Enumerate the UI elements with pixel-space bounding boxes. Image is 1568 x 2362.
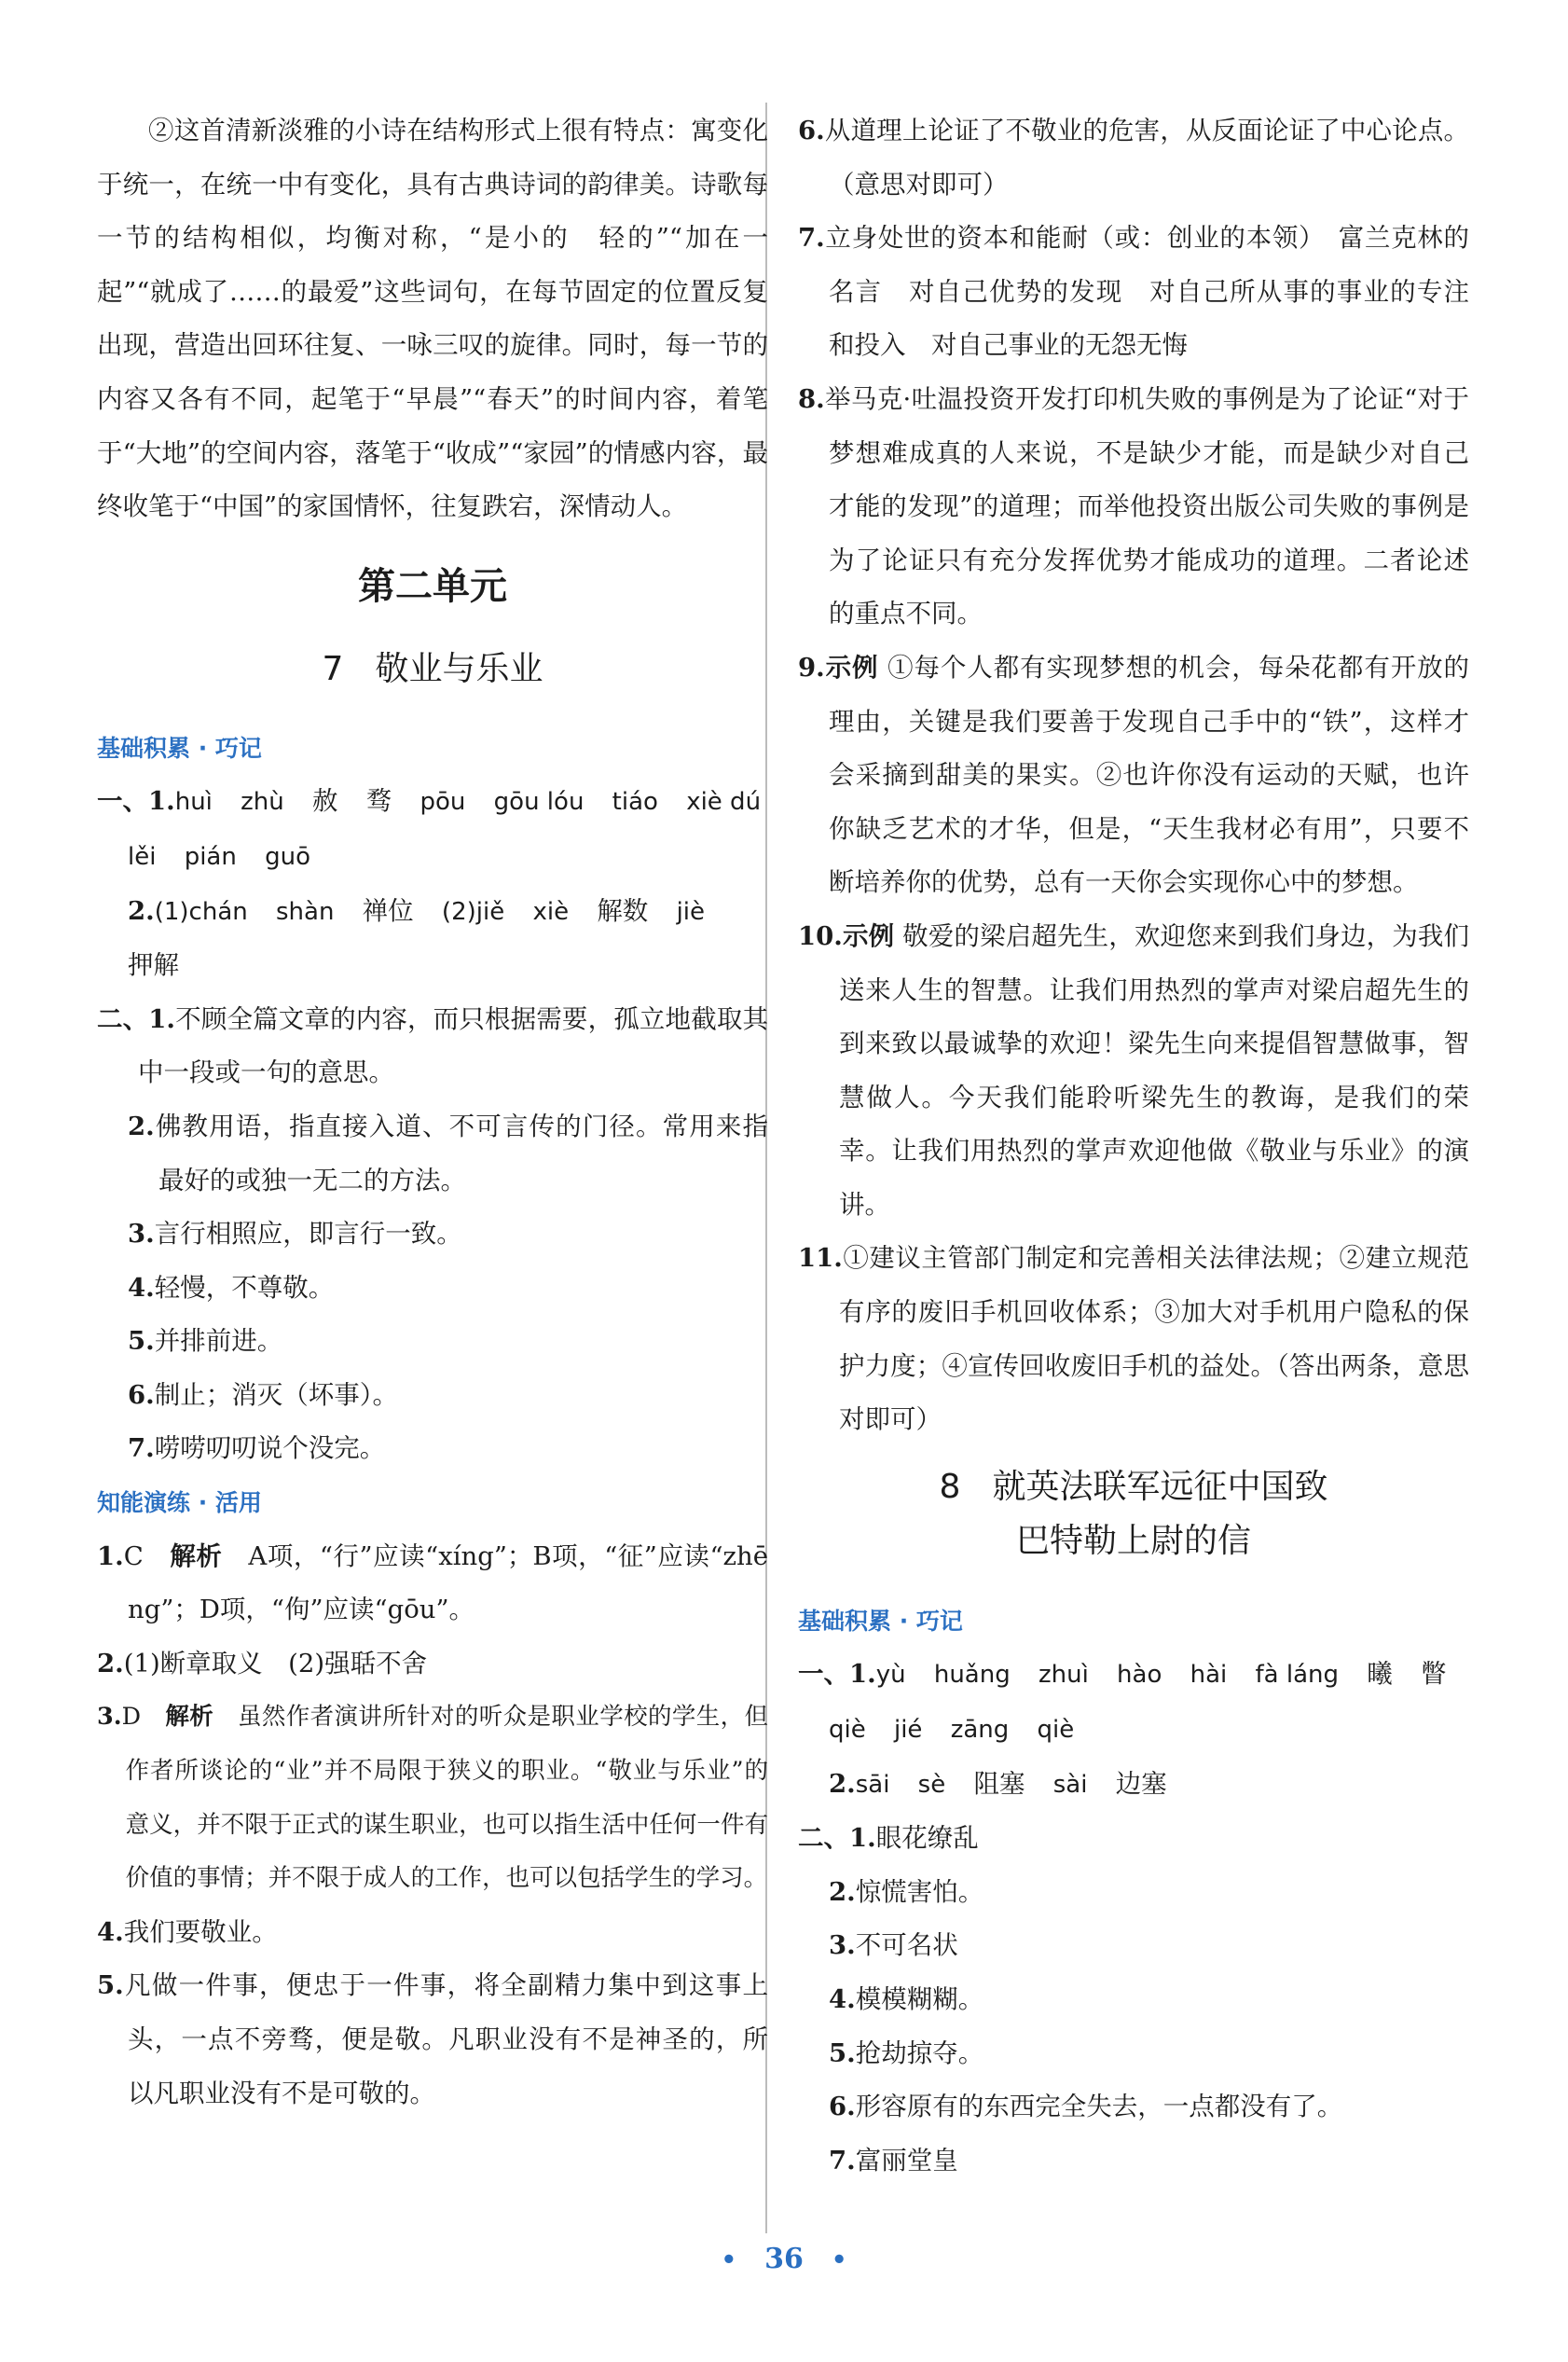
practice-answer-11 <box>798 1232 1469 1446</box>
item: qiè <box>829 1716 866 1745</box>
page-number: 36 <box>764 2243 804 2275</box>
answer-label: 7. <box>829 2145 856 2176</box>
lesson-name: 敬业与乐业 <box>375 649 543 688</box>
answer-text: 从道理上论证了不敬业的危害，从反面论证了中心论点。（意思对即可） <box>824 116 1469 200</box>
practice-answer-4 <box>97 1906 768 1960</box>
item: xiè <box>532 897 570 926</box>
answer-text: 并排前进。 <box>154 1326 283 1357</box>
answer-text: 言行相照应，即言行一致。 <box>154 1219 462 1250</box>
answer-label: 2. <box>829 1768 856 1799</box>
item: huì <box>174 788 213 817</box>
example-tag: 示例 <box>824 652 879 683</box>
answer-text: 唠唠叨叨说个没完。 <box>154 1433 386 1464</box>
section-heading-basic: 基础积累 · 巧记 <box>798 1607 963 1635</box>
answer-label: 10. <box>798 920 843 951</box>
answer-text: ①每个人都有实现梦想的机会，每朵花都有开放的理由，关键是我们要善于发现自己手中的“铁”，这样才会采摘到甜美的果实。②也许你没有运动的天赋，也许你缺乏艺术的才华，但是，“天生我材必有用”，只要不断培养你的优势，总有一天你会实现你心中的梦想。 <box>829 652 1470 898</box>
footer-dot-icon: • <box>721 2246 737 2274</box>
left-column <box>97 104 768 2120</box>
answer-text: ①建议主管部门制定和完善相关法律法规；②建立规范有序的废旧手机回收体系；③加大对手机用户隐私的保护力度；④宣传回收废旧手机的益处。（答出两条，意思对即可） <box>839 1243 1469 1435</box>
item: guō <box>265 842 310 871</box>
item: sài <box>1052 1770 1088 1799</box>
answer-1-2 <box>97 885 768 940</box>
answer-1-1-cont <box>798 1703 1469 1758</box>
item: hào <box>1117 1661 1162 1690</box>
item: pōu <box>420 788 466 817</box>
item: 解数 <box>597 895 649 926</box>
answer-label: 二、1. <box>798 1823 876 1854</box>
analysis-tag: 解析 <box>165 1703 214 1732</box>
lesson-name-line1: 就英法联军远征中国致 <box>992 1467 1328 1506</box>
answer-text: 抢劫掠夺。 <box>855 2037 984 2068</box>
answer-text: 佛教用语，指直接入道、不可言传的门径。常用来指最好的或独一无二的方法。 <box>154 1111 768 1195</box>
answer-text: 制止；消灭（坏事）。 <box>154 1379 398 1410</box>
item: (2)jiě <box>441 897 505 926</box>
practice-answer-8 <box>798 373 1469 642</box>
lesson-8-title-line1 <box>798 1460 1469 1514</box>
answer-label: 5. <box>128 1326 155 1357</box>
item: zhù <box>241 788 284 817</box>
practice-answer-6 <box>798 104 1469 212</box>
answer-2-3 <box>798 1919 1469 1973</box>
answer-label: 2. <box>128 895 155 926</box>
answer-2-4 <box>97 1262 768 1316</box>
answer-label: 3. <box>97 1703 122 1732</box>
answer-text: 惊慌害怕。 <box>855 1876 984 1907</box>
page-footer <box>0 2243 1568 2275</box>
lesson-8-title <box>798 1460 1469 1568</box>
practice-answer-9 <box>798 642 1469 910</box>
unit-title: 第二单元 <box>358 564 507 608</box>
answer-2-1 <box>97 993 768 1100</box>
section-heading-basic: 基础积累 · 巧记 <box>97 734 262 762</box>
answer-2-6 <box>97 1369 768 1423</box>
item: yù <box>875 1661 906 1690</box>
answer-text: 举马克·吐温投资开发打印机失败的事例是为了论证“对于梦想难成真的人来说，不是缺少才能，而是缺少对自己才能的发现”的道理；而举他投资出版公司失败的事例是为了论证只有充分发挥优势才能成功的道理。二者论述的重点不同。 <box>824 383 1469 629</box>
item: shàn <box>275 897 335 926</box>
item: sāi <box>855 1770 890 1799</box>
answer-label: 一、1. <box>97 786 175 817</box>
answer-label: 3. <box>829 1930 856 1961</box>
answer-label: 2. <box>128 1111 155 1141</box>
practice-answer-3 <box>97 1691 768 1905</box>
item: qiè <box>1037 1716 1075 1745</box>
answer-text: 不可名状 <box>855 1930 958 1961</box>
answer-label: 9. <box>798 652 825 683</box>
item: 阻塞 <box>973 1768 1025 1799</box>
answer-label: 6. <box>829 2092 856 2122</box>
answer-text: 立身处世的资本和能耐（或：创业的本领） 富兰克林的名言 对自己优势的发现 对自己所从事的事业的专注和投入 对自己事业的无怨无悔 <box>824 223 1469 361</box>
section-heading-apply: 知能演练 · 活用 <box>97 1489 262 1517</box>
answer-1-1 <box>97 775 768 830</box>
answer-text: 眼花缭乱 <box>875 1823 979 1854</box>
answer-label: 5. <box>97 1970 124 2001</box>
analysis-tag: 解析 <box>170 1540 223 1571</box>
answer-text: 模模糊糊。 <box>855 1984 984 2014</box>
item: 押解 <box>128 950 179 981</box>
answer-choice: D <box>121 1703 142 1732</box>
answer-label: 7. <box>128 1433 155 1464</box>
answer-2-2 <box>798 1866 1469 1920</box>
item: 边塞 <box>1115 1768 1167 1799</box>
item: zhuì <box>1038 1661 1089 1690</box>
answer-text: A项，“行”应读“xíng”；B项，“征”应读“zhēng”；D项，“佝”应读“gōu”。 <box>128 1540 768 1625</box>
answer-label: 4. <box>829 1984 856 2014</box>
answer-2-2 <box>128 1100 768 1208</box>
answer-label: 1. <box>97 1540 124 1571</box>
answer-label: 2. <box>97 1648 124 1678</box>
item: lěi <box>128 842 157 871</box>
answer-2-5 <box>798 2027 1469 2081</box>
answer-text: 虽然作者演讲所针对的听众是职业学校的学生，但作者所谈论的“业”并不局限于狭义的职业。“敬业与乐业”的意义，并不限于正式的谋生职业，也可以指生活中任何一件有价值的事情；并不限于成人的工作，也可以包括学生的学习。 <box>125 1703 768 1893</box>
answer-1-1 <box>798 1648 1469 1703</box>
answer-text: 轻慢，不尊敬。 <box>154 1272 335 1303</box>
answer-label: 8. <box>798 383 825 414</box>
item: 赦 <box>312 786 338 817</box>
answer-text: 敬爱的梁启超先生，欢迎您来到我们身边，为我们送来人生的智慧。让我们用热烈的掌声对梁启超先生的到来致以最诚挚的欢迎！梁先生向来提倡智慧做事，智慧做人。今天我们能聆听梁先生的教诲，是我们的荣幸。让我们用热烈的掌声欢迎他做《敬业与乐业》的演讲。 <box>839 920 1470 1220</box>
answer-label: 6. <box>798 116 825 145</box>
item: 骛 <box>365 786 392 817</box>
item: fà láng <box>1255 1661 1340 1690</box>
answer-label: 7. <box>798 223 825 254</box>
item: 曦 <box>1367 1659 1393 1690</box>
practice-answer-7 <box>798 212 1469 373</box>
answer-2-4 <box>798 1973 1469 2027</box>
answer-label: 一、1. <box>798 1659 876 1690</box>
item: zāng <box>950 1716 1010 1745</box>
intro-paragraph: ②这首清新淡雅的小诗在结构形式上很有特点：寓变化于统一，在统一中有变化，具有古典诗词的韵律美。诗歌每一节的结构相似，均衡对称，“是小的 轻的”“加在一起”“就成了……的最爱”这些词句，在每节固定的位置反复出现，营造出回环往复、一咏三叹的旋律。同时，每一节的内容又各有不同，起笔于“早晨”“春天”的时间内容，着笔于“大地”的空间内容，落笔于“收成”“家园”的情感内容，最终收笔于“中国”的家国情怀，往复跌宕，深情动人。 <box>97 116 768 522</box>
answer-label: 2. <box>829 1876 856 1907</box>
right-column <box>798 104 1469 2188</box>
answer-text: (1)断章取义 (2)强聒不舍 <box>123 1648 428 1678</box>
answer-text: 形容原有的东西完全失去，一点都没有了。 <box>855 2092 1343 2122</box>
answer-choice: C <box>123 1540 144 1571</box>
answer-1-2-cont <box>97 939 768 993</box>
answer-label: 11. <box>798 1243 843 1274</box>
answer-label: 4. <box>97 1916 124 1947</box>
answer-text: 不顾全篇文章的内容，而只根据需要，孤立地截取其中一段或一句的意思。 <box>138 1003 768 1088</box>
item: huǎng <box>933 1661 1011 1690</box>
answer-2-6 <box>798 2080 1469 2134</box>
item: sè <box>917 1770 946 1799</box>
answer-label: 二、1. <box>97 1003 176 1034</box>
answer-text: 我们要敬业。 <box>123 1916 278 1947</box>
lesson-name-line2: 巴特勒上尉的信 <box>1015 1521 1251 1560</box>
item: 禅位 <box>362 895 414 926</box>
example-tag: 示例 <box>842 920 895 951</box>
footer-dot-icon: • <box>831 2246 847 2274</box>
item: hài <box>1190 1661 1228 1690</box>
item: jié <box>893 1716 923 1745</box>
answer-label: 5. <box>829 2037 856 2068</box>
answer-text: 富丽堂皇 <box>855 2145 958 2176</box>
lesson-number: 7 <box>322 649 344 688</box>
practice-answer-2 <box>97 1637 768 1692</box>
item: gōu lóu <box>493 788 585 817</box>
practice-answer-5 <box>97 1959 768 2120</box>
item: jiè <box>676 897 706 926</box>
answer-text: 凡做一件事，便忠于一件事，将全副精力集中到这事上头，一点不旁骛，便是敬。凡职业没有不是神圣的，所以凡职业没有不是可敬的。 <box>123 1970 768 2108</box>
item: tiáo <box>612 788 658 817</box>
item: 瞥 <box>1421 1659 1447 1690</box>
answer-2-7 <box>97 1422 768 1476</box>
answer-2-1 <box>798 1812 1469 1866</box>
lesson-number: 8 <box>939 1467 961 1506</box>
item: (1)chán <box>154 897 248 926</box>
answer-1-1-cont <box>97 830 768 885</box>
answer-label: 3. <box>128 1219 155 1250</box>
answer-label: 4. <box>128 1272 155 1303</box>
item: pián <box>184 842 237 871</box>
answer-2-3 <box>97 1208 768 1262</box>
practice-answer-1 <box>97 1530 768 1637</box>
practice-answer-10 <box>798 910 1469 1233</box>
lesson-7-title <box>97 642 768 696</box>
item: xiè dú <box>686 788 762 817</box>
answer-1-2 <box>798 1758 1469 1813</box>
answer-2-5 <box>97 1315 768 1369</box>
answer-label: 6. <box>128 1379 155 1410</box>
answer-2-7 <box>798 2134 1469 2189</box>
